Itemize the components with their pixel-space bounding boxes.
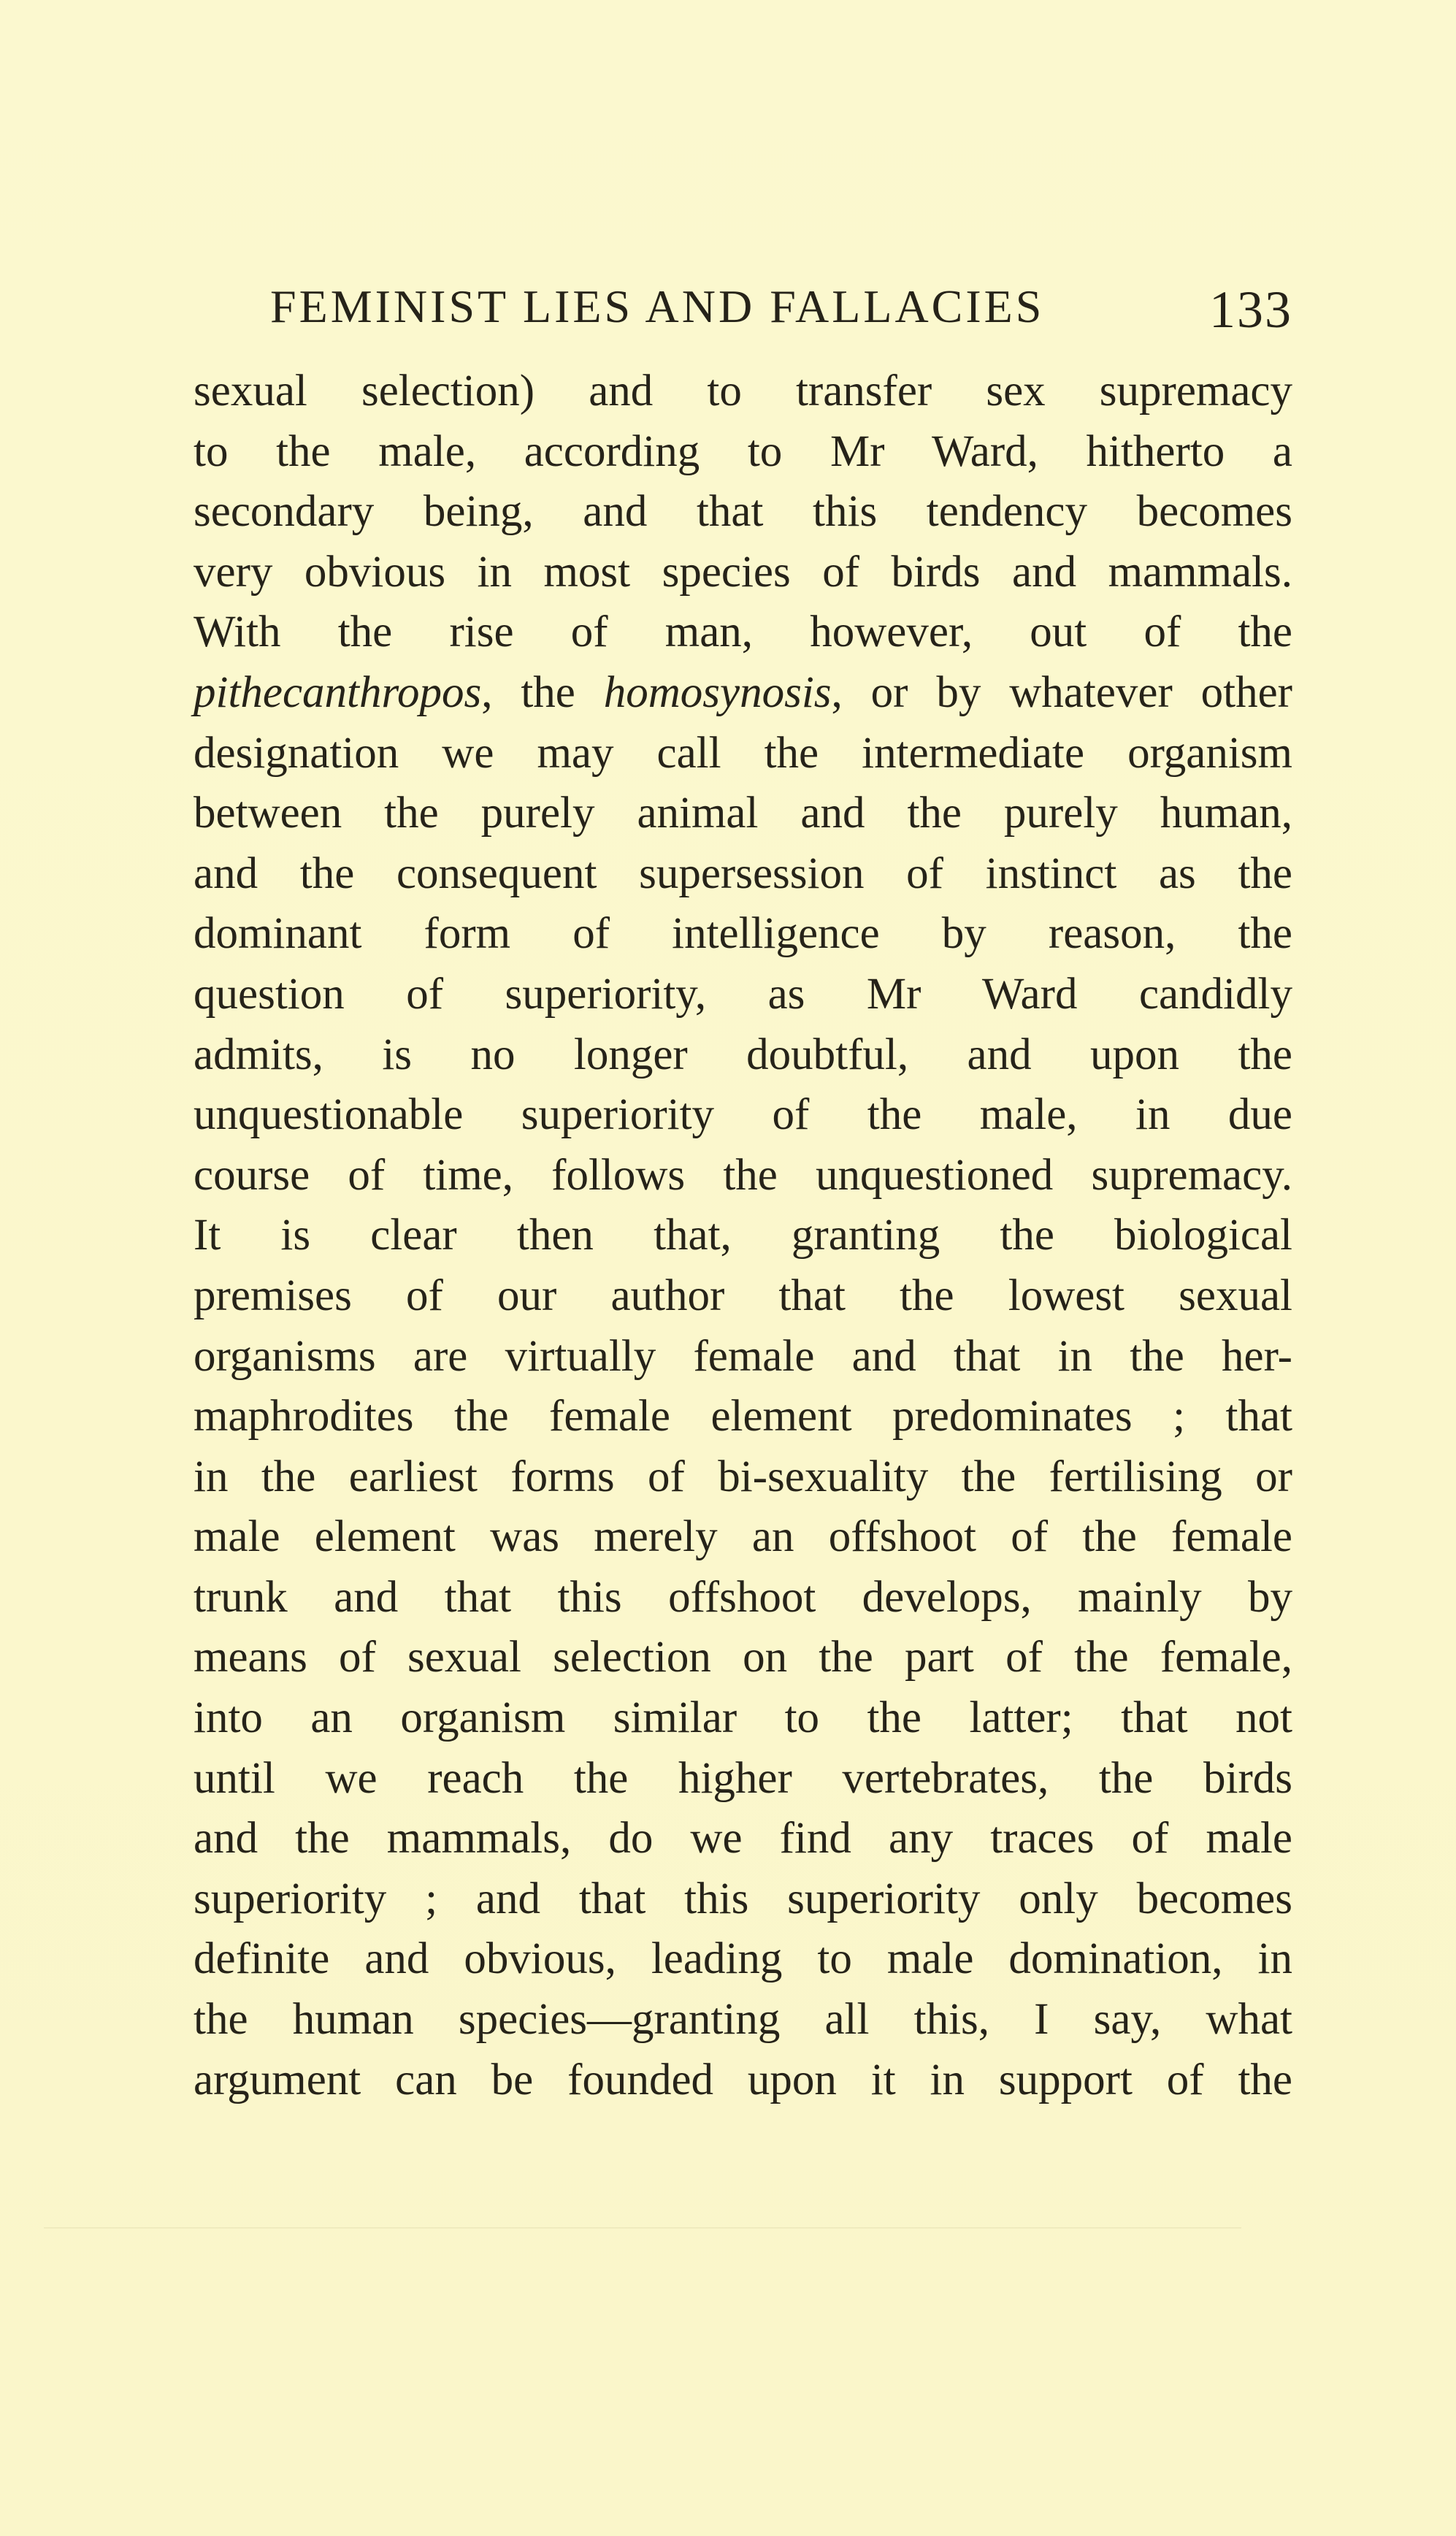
text-line <box>194 2050 1292 2111</box>
page-bottom-shadow <box>44 2227 1241 2229</box>
text-line <box>194 1809 1292 1869</box>
text-line <box>194 1085 1292 1146</box>
text-line <box>194 1025 1292 1086</box>
text-segment: question of superiority, as Mr Ward candidly <box>194 969 1292 1019</box>
text-line <box>194 482 1292 543</box>
text-line <box>194 1146 1292 1206</box>
text-segment: very obvious in most species of birds and mammals. <box>194 547 1292 597</box>
text-segment: in the earliest forms of bi-sexuality the fertilising or <box>194 1452 1292 1501</box>
text-line <box>194 1749 1292 1809</box>
text-segment: premises of our author that the lowest sexual <box>194 1271 1292 1320</box>
text-segment: designation we may call the intermediate organism <box>194 728 1292 778</box>
text-line <box>194 1628 1292 1688</box>
text-line <box>194 1568 1292 1628</box>
text-line <box>194 844 1292 905</box>
text-segment: into an organism similar to the latter; that not <box>194 1693 1292 1743</box>
text-line <box>194 784 1292 844</box>
text-line <box>194 422 1292 483</box>
text-segment: , or by whatever other <box>831 667 1292 717</box>
text-line <box>194 1507 1292 1568</box>
text-segment: male element was merely an offshoot of the female <box>194 1512 1292 1562</box>
text-segment: course of time, follows the unquestioned supremacy. <box>194 1150 1292 1200</box>
text-line <box>194 965 1292 1025</box>
text-segment: sexual selection) and to transfer sex supremacy <box>194 367 1292 415</box>
text-segment: With the rise of man, however, out of the <box>194 608 1292 657</box>
page-number: 133 <box>1209 280 1292 339</box>
text-segment: It is clear then that, granting the biological <box>194 1211 1292 1260</box>
text-segment: unquestionable superiority of the male, in due <box>194 1090 1292 1140</box>
text-segment: to the male, according to Mr Ward, hitherto a <box>194 426 1292 476</box>
text-segment: and the consequent supersession of instinct as the <box>194 848 1292 898</box>
italic-term: homosynosis <box>603 667 832 717</box>
text-line <box>194 724 1292 784</box>
text-line <box>194 1688 1292 1749</box>
text-line <box>194 543 1292 603</box>
text-segment: maphrodites the female element predominates ; that <box>194 1392 1292 1441</box>
text-segment: dominant form of intelligence by reason, the <box>194 909 1292 959</box>
text-segment: secondary being, and that this tendency becomes <box>194 487 1292 537</box>
text-segment: organisms are virtually female and that in the her- <box>194 1331 1292 1381</box>
text-line <box>194 1869 1292 1930</box>
text-line <box>194 904 1292 965</box>
text-segment: admits, is no longer doubtful, and upon the <box>194 1030 1292 1079</box>
text-line <box>194 1990 1292 2050</box>
running-title: FEMINIST LIES AND FALLACIES <box>270 280 1045 332</box>
text-segment: trunk and that this offshoot develops, mainly by <box>194 1572 1292 1622</box>
text-segment: argument can be founded upon it in support of the <box>194 2055 1292 2104</box>
text-line <box>194 1327 1292 1387</box>
text-segment: means of sexual selection on the part of the female, <box>194 1633 1292 1682</box>
text-segment: between the purely animal and the purely human, <box>194 789 1292 838</box>
text-line <box>194 1387 1292 1447</box>
running-head <box>270 270 1292 343</box>
body-text <box>194 361 1292 2110</box>
text-segment: the human species—granting all this, I say, what <box>194 1995 1292 2045</box>
text-line <box>194 1447 1292 1508</box>
text-segment: and the mammals, do we find any traces of male <box>194 1814 1292 1863</box>
text-segment: definite and obvious, leading to male domination, in <box>194 1934 1292 1984</box>
text-line <box>194 663 1292 724</box>
text-segment: superiority ; and that this superiority only becomes <box>194 1874 1292 1923</box>
text-line <box>194 602 1292 663</box>
text-segment: until we reach the higher vertebrates, the birds <box>194 1753 1292 1803</box>
text-segment: , the <box>481 667 604 717</box>
text-line <box>194 1929 1292 1990</box>
italic-term: pithecanthropos <box>194 667 482 717</box>
text-line <box>194 1266 1292 1327</box>
text-line <box>194 1206 1292 1266</box>
text-line <box>194 361 1292 422</box>
